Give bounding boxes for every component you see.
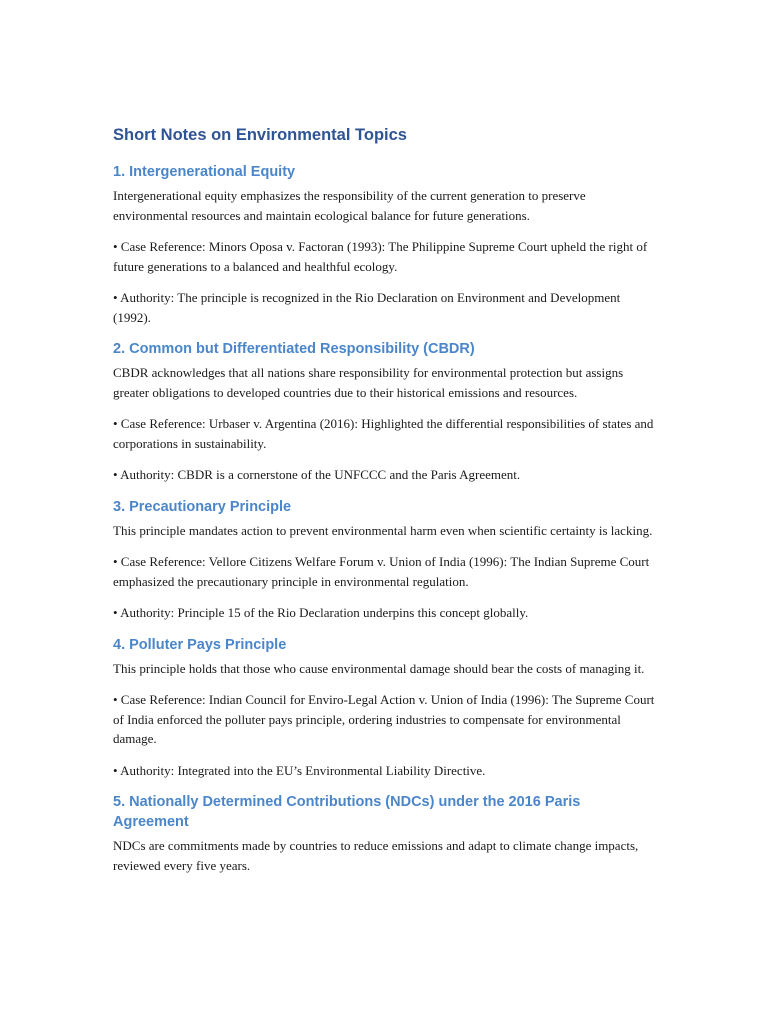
section-precautionary-principle	[113, 497, 658, 623]
authority-paragraph: • Authority: The principle is recognized in the Rio Declaration on Environment and Development (1992).	[113, 290, 621, 325]
document-page	[113, 124, 658, 887]
section-ndcs	[113, 792, 658, 875]
authority-paragraph: • Authority: CBDR is a cornerstone of the UNFCCC and the Paris Agreement.	[113, 467, 521, 482]
case-reference-paragraph: • Case Reference: Minors Oposa v. Factoran (1993): The Philippine Supreme Court upheld the right of future generations to a balanced and healthful ecology.	[113, 239, 648, 274]
section-paragraph: CBDR acknowledges that all nations share responsibility for environmental protection but assigns greater obligations to developed countries due to their historical emissions and resources.	[113, 365, 624, 400]
section-intergenerational-equity	[113, 162, 658, 327]
authority-paragraph: • Authority: Principle 15 of the Rio Declaration underpins this concept globally.	[113, 605, 529, 620]
case-reference-paragraph: • Case Reference: Vellore Citizens Welfare Forum v. Union of India (1996): The Indian Supreme Court emphasized the precautionary principle in environmental regulation.	[113, 554, 650, 589]
case-reference-paragraph: • Case Reference: Urbaser v. Argentina (2016): Highlighted the differential responsibilities of states and corporations in sustainability.	[113, 416, 654, 451]
section-heading: 1. Intergenerational Equity	[113, 164, 296, 180]
section-heading: 2. Common but Differentiated Responsibility (CBDR)	[113, 341, 475, 357]
section-heading: 5. Nationally Determined Contributions (NDCs) under the 2016 Paris Agreement	[113, 794, 581, 830]
section-polluter-pays	[113, 635, 658, 781]
document-title: Short Notes on Environmental Topics	[113, 126, 407, 144]
section-paragraph: NDCs are commitments made by countries to reduce emissions and adapt to climate change impacts, reviewed every five years.	[113, 838, 639, 873]
case-reference-paragraph: • Case Reference: Indian Council for Enviro-Legal Action v. Union of India (1996): The Supreme Court of India enforced the polluter pays principle, ordering industries to compensate for environmental damage.	[113, 692, 655, 746]
section-paragraph: Intergenerational equity emphasizes the responsibility of the current generation to preserve environmental resources and maintain ecological balance for future generations.	[113, 188, 586, 223]
section-paragraph: This principle mandates action to prevent environmental harm even when scientific certainty is lacking.	[113, 522, 653, 538]
section-cbdr	[113, 339, 658, 485]
authority-paragraph: • Authority: Integrated into the EU’s Environmental Liability Directive.	[113, 762, 486, 778]
section-heading: 4. Polluter Pays Principle	[113, 636, 287, 653]
section-heading: 3. Precautionary Principle	[113, 498, 292, 515]
section-paragraph: This principle holds that those who cause environmental damage should bear the costs of managing it.	[113, 660, 645, 676]
